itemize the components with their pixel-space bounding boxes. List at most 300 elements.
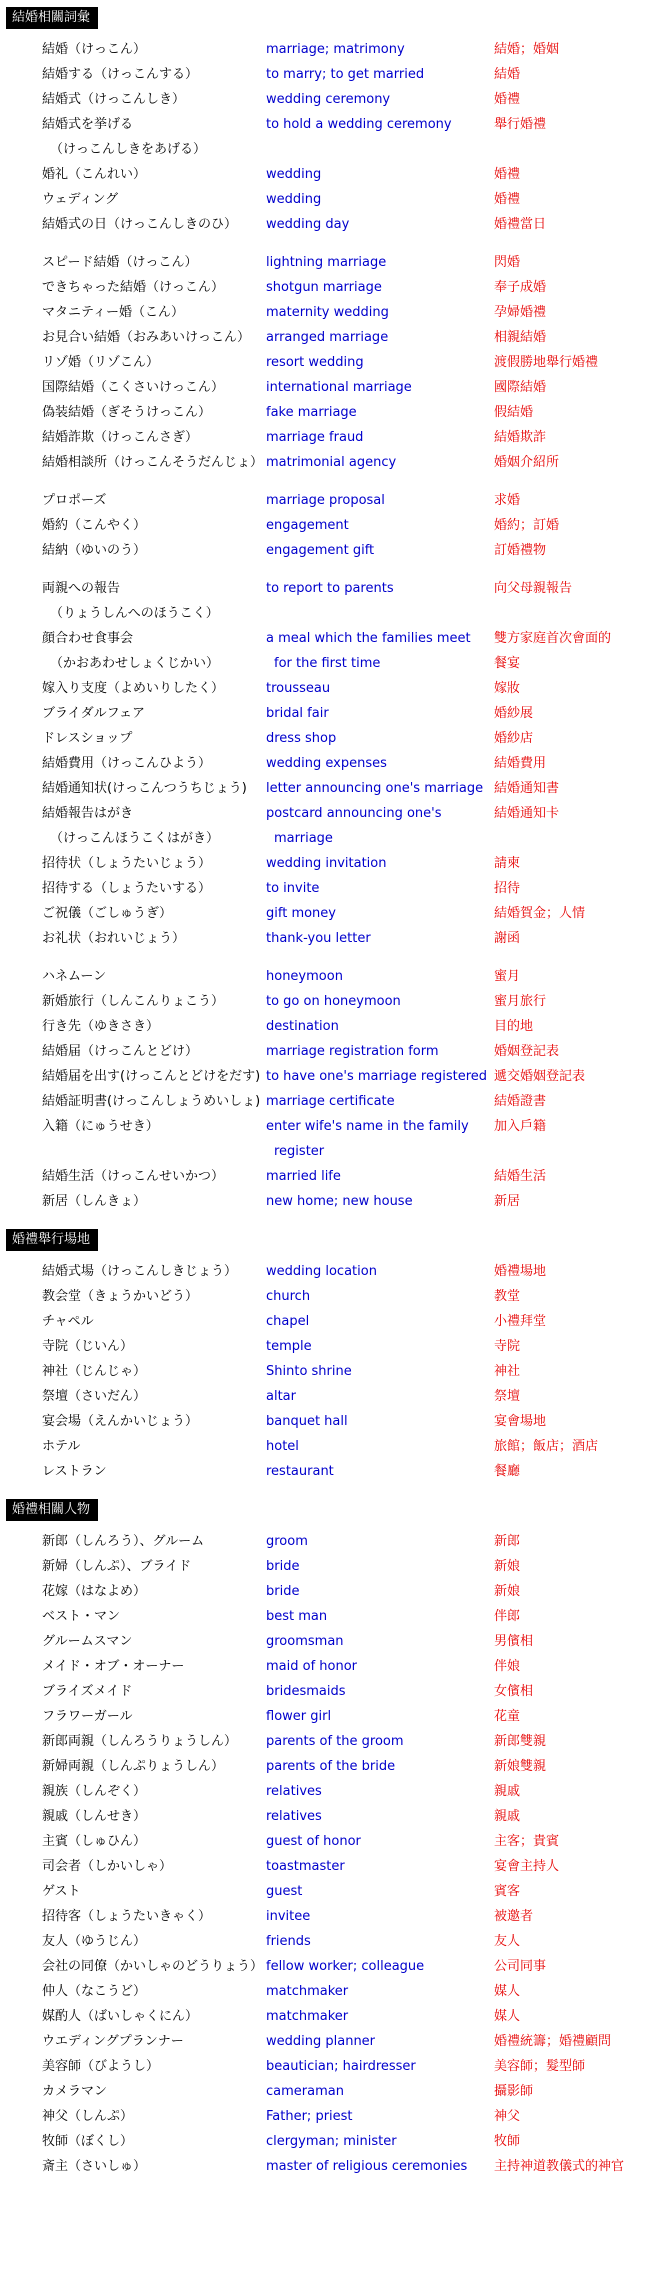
term-row xyxy=(0,162,650,187)
term-row xyxy=(0,776,650,801)
english-translation: to invite xyxy=(266,881,320,896)
japanese-term: 結婚式場（けっこんしきじょう） xyxy=(42,1264,238,1279)
japanese-term: ご祝儀（ごしゅうぎ） xyxy=(42,906,173,921)
english-translation: shotgun marriage xyxy=(266,280,382,295)
chinese-translation: 加入戶籍 xyxy=(494,1119,547,1134)
japanese-term: ベスト・マン xyxy=(42,1609,121,1624)
term-row xyxy=(0,1139,650,1164)
chinese-translation: 孕婦婚禮 xyxy=(494,305,547,320)
english-translation: marriage registration form xyxy=(266,1044,439,1059)
chinese-translation: 國際結婚 xyxy=(494,380,547,395)
chinese-translation: 目的地 xyxy=(494,1019,534,1034)
japanese-term: 新婦両親（しんぷりょうしん） xyxy=(42,1759,225,1774)
term-row xyxy=(0,538,650,563)
english-translation: relatives xyxy=(266,1784,322,1799)
term-row xyxy=(0,1434,650,1459)
english-translation: wedding xyxy=(266,192,322,207)
english-translation: guest of honor xyxy=(266,1834,361,1849)
japanese-term: 結婚詐欺（けっこんさぎ） xyxy=(42,430,199,445)
term-group xyxy=(0,576,650,951)
english-translation: temple xyxy=(266,1339,312,1354)
english-translation: guest xyxy=(266,1884,303,1899)
chinese-translation: 閃婚 xyxy=(494,255,521,270)
chinese-translation: 宴會主持人 xyxy=(494,1859,560,1874)
term-row xyxy=(0,1014,650,1039)
chinese-translation: 求婚 xyxy=(494,493,521,508)
english-translation: wedding invitation xyxy=(266,856,387,871)
chinese-translation: 寺院 xyxy=(494,1339,521,1354)
english-translation: to hold a wedding ceremony xyxy=(266,117,452,132)
term-row xyxy=(0,1954,650,1979)
japanese-term: （けっこんほうこくはがき） xyxy=(50,831,220,846)
japanese-term: ウエディングプランナー xyxy=(42,2034,184,2049)
japanese-term: 神社（じんじゃ） xyxy=(42,1364,147,1379)
english-translation: toastmaster xyxy=(266,1859,345,1874)
term-row xyxy=(0,1579,650,1604)
sections-container xyxy=(0,6,650,2179)
english-translation: a meal which the families meet xyxy=(266,631,471,646)
term-row xyxy=(0,1259,650,1284)
japanese-term: 招待する（しょうたいする） xyxy=(42,881,212,896)
english-translation: to have one's marriage registered xyxy=(266,1069,488,1084)
japanese-term: 招待状（しょうたいじょう） xyxy=(42,856,212,871)
japanese-term: 婚礼（こんれい） xyxy=(42,167,147,182)
english-translation: letter announcing one's marriage xyxy=(266,781,484,796)
term-row xyxy=(0,726,650,751)
japanese-term: 婚約（こんやく） xyxy=(42,518,147,533)
english-translation: matchmaker xyxy=(266,1984,349,1999)
chinese-translation: 訂婚禮物 xyxy=(494,543,547,558)
term-group xyxy=(0,1259,650,1484)
japanese-term: ブライダルフェア xyxy=(42,706,145,721)
english-translation: invitee xyxy=(266,1909,311,1924)
chinese-translation: 餐廳 xyxy=(494,1464,521,1479)
term-row xyxy=(0,1334,650,1359)
english-translation: new home; new house xyxy=(266,1194,413,1209)
japanese-term: お礼状（おれいじょう） xyxy=(42,931,186,946)
term-row xyxy=(0,1829,650,1854)
term-row xyxy=(0,187,650,212)
english-translation: to report to parents xyxy=(266,581,394,596)
english-translation: bridesmaids xyxy=(266,1684,346,1699)
english-translation: flower girl xyxy=(266,1709,332,1724)
japanese-term: 結婚式を挙げる xyxy=(42,117,134,132)
chinese-translation: 遞交婚姻登記表 xyxy=(494,1069,586,1084)
japanese-term: 新婦（しんぷ）、ブライド xyxy=(42,1559,192,1574)
chinese-translation: 結婚通知書 xyxy=(494,781,560,796)
term-row xyxy=(0,1904,650,1929)
english-translation: cameraman xyxy=(266,2084,344,2099)
chinese-translation: 攝影師 xyxy=(494,2084,534,2099)
term-row xyxy=(0,2004,650,2029)
term-row xyxy=(0,1359,650,1384)
term-row xyxy=(0,801,650,826)
japanese-term: 親戚（しんせき） xyxy=(42,1809,147,1824)
chinese-translation: 假結婚 xyxy=(494,405,534,420)
english-translation: married life xyxy=(266,1169,341,1184)
term-row xyxy=(0,1459,650,1484)
chinese-translation: 親戚 xyxy=(494,1784,521,1799)
english-translation: arranged marriage xyxy=(266,330,389,345)
japanese-term: リゾ婚（リゾこん） xyxy=(42,355,160,370)
english-translation: relatives xyxy=(266,1809,322,1824)
english-translation: wedding ceremony xyxy=(266,92,391,107)
chinese-translation: 伴娘 xyxy=(494,1659,521,1674)
japanese-term: 司会者（しかいしゃ） xyxy=(42,1859,173,1874)
term-row xyxy=(0,876,650,901)
japanese-term: スピード結婚（けっこん） xyxy=(42,255,198,270)
term-row xyxy=(0,601,650,626)
term-row xyxy=(0,1704,650,1729)
english-translation: marriage xyxy=(274,831,333,846)
english-translation xyxy=(266,601,494,626)
chinese-translation: 婚姻介紹所 xyxy=(494,455,560,470)
english-translation: parents of the groom xyxy=(266,1734,404,1749)
english-translation: maternity wedding xyxy=(266,305,389,320)
chinese-translation: 婚禮場地 xyxy=(494,1264,547,1279)
chinese-translation: 奉子成婚 xyxy=(494,280,547,295)
english-translation: international marriage xyxy=(266,380,412,395)
japanese-term: 結婚費用（けっこんひよう） xyxy=(42,756,212,771)
term-row xyxy=(0,1164,650,1189)
japanese-term: 会社の同僚（かいしゃのどうりょう） xyxy=(42,1959,264,1974)
chinese-translation: 主客；貴賓 xyxy=(494,1834,560,1849)
japanese-term: 友人（ゆうじん） xyxy=(42,1934,147,1949)
japanese-term: 結婚式の日（けっこんしきのひ） xyxy=(42,217,238,232)
term-row xyxy=(0,901,650,926)
term-row xyxy=(0,513,650,538)
english-translation: thank-you letter xyxy=(266,931,371,946)
chinese-translation: 公司同事 xyxy=(494,1959,547,1974)
japanese-term: 結婚報告はがき xyxy=(42,806,134,821)
chinese-translation: 結婚 xyxy=(494,67,521,82)
english-translation: fellow worker; colleague xyxy=(266,1959,425,1974)
japanese-term: 親族（しんぞく） xyxy=(42,1784,147,1799)
chinese-translation: 婚禮 xyxy=(494,192,521,207)
chinese-translation: 結婚欺詐 xyxy=(494,430,547,445)
english-translation: to marry; to get married xyxy=(266,67,425,82)
english-translation: wedding xyxy=(266,167,322,182)
chinese-translation xyxy=(494,826,644,851)
english-translation: to go on honeymoon xyxy=(266,994,401,1009)
chinese-translation: 婚禮 xyxy=(494,167,521,182)
chinese-translation: 婚禮統籌；婚禮顧問 xyxy=(494,2034,612,2049)
term-row xyxy=(0,926,650,951)
english-translation: groomsman xyxy=(266,1634,344,1649)
chinese-translation: 婚紗店 xyxy=(494,731,534,746)
japanese-term: ハネムーン xyxy=(42,969,107,984)
english-translation: best man xyxy=(266,1609,328,1624)
chinese-translation: 謝函 xyxy=(494,931,521,946)
term-row xyxy=(0,751,650,776)
term-row xyxy=(0,1529,650,1554)
english-translation: register xyxy=(274,1144,325,1159)
term-row xyxy=(0,1384,650,1409)
english-translation: groom xyxy=(266,1534,308,1549)
english-translation: wedding planner xyxy=(266,2034,376,2049)
term-row xyxy=(0,1189,650,1214)
chinese-translation: 祭壇 xyxy=(494,1389,521,1404)
term-row xyxy=(0,576,650,601)
term-row xyxy=(0,375,650,400)
term-group xyxy=(0,37,650,237)
section xyxy=(0,1498,650,2179)
term-row xyxy=(0,488,650,513)
chinese-translation: 婚約；訂婚 xyxy=(494,518,560,533)
japanese-term: （けっこんしきをあげる） xyxy=(50,142,207,157)
chinese-translation: 男儐相 xyxy=(494,1634,534,1649)
japanese-term: 寺院（じいん） xyxy=(42,1339,134,1354)
term-row xyxy=(0,2054,650,2079)
english-translation: wedding expenses xyxy=(266,756,387,771)
chinese-translation: 新娘雙親 xyxy=(494,1759,547,1774)
english-translation: engagement gift xyxy=(266,543,375,558)
chinese-translation: 請柬 xyxy=(494,856,521,871)
japanese-term: 嫁入り支度（よめいりしたく） xyxy=(42,681,225,696)
japanese-term: 結婚生活（けっこんせいかつ） xyxy=(42,1169,225,1184)
japanese-term: ブライズメイド xyxy=(42,1684,133,1699)
japanese-term: （かおあわせしょくじかい） xyxy=(50,656,220,671)
japanese-term: プロポーズ xyxy=(42,493,107,508)
chinese-translation: 婚禮當日 xyxy=(494,217,547,232)
japanese-term: ゲスト xyxy=(42,1884,81,1899)
term-row xyxy=(0,2129,650,2154)
chinese-translation: 主持神道教儀式的神官 xyxy=(494,2159,625,2174)
term-row xyxy=(0,1284,650,1309)
english-translation: maid of honor xyxy=(266,1659,358,1674)
chinese-translation: 舉行婚禮 xyxy=(494,117,547,132)
chinese-translation: 婚紗展 xyxy=(494,706,534,721)
term-row xyxy=(0,400,650,425)
chinese-translation: 宴會場地 xyxy=(494,1414,547,1429)
english-translation: engagement xyxy=(266,518,349,533)
japanese-term: 結婚式（けっこんしき） xyxy=(42,92,186,107)
term-row xyxy=(0,1654,650,1679)
english-translation: hotel xyxy=(266,1439,299,1454)
english-translation: lightning marriage xyxy=(266,255,387,270)
chinese-translation: 蜜月旅行 xyxy=(494,994,547,1009)
japanese-term: 祭壇（さいだん） xyxy=(42,1389,147,1404)
term-row xyxy=(0,2154,650,2179)
term-row xyxy=(0,1114,650,1139)
section-title: 結婚相關詞彙 xyxy=(6,7,98,29)
chinese-translation: 媒人 xyxy=(494,2009,521,2024)
term-group xyxy=(0,488,650,563)
english-translation: parents of the bride xyxy=(266,1759,396,1774)
japanese-term: 国際結婚（こくさいけっこん） xyxy=(42,380,225,395)
term-row xyxy=(0,1629,650,1654)
term-row xyxy=(0,1679,650,1704)
chinese-translation: 結婚賀金；人情 xyxy=(494,906,586,921)
japanese-term: 両親への報告 xyxy=(42,581,121,596)
english-translation: restaurant xyxy=(266,1464,334,1479)
english-translation: destination xyxy=(266,1019,339,1034)
japanese-term: マタニティー婚（こん） xyxy=(42,305,184,320)
chinese-translation: 雙方家庭首次會面的 xyxy=(494,631,612,646)
japanese-term: お見合い結婚（おみあいけっこん） xyxy=(42,330,251,345)
japanese-term: カメラマン xyxy=(42,2084,108,2099)
chinese-translation: 招待 xyxy=(494,881,521,896)
term-row xyxy=(0,1929,650,1954)
term-row xyxy=(0,1804,650,1829)
japanese-term: メイド・オブ・オーナー xyxy=(42,1659,185,1674)
japanese-term: 媒酌人（ばいしゃくにん） xyxy=(42,2009,199,2024)
japanese-term: 偽装結婚（ぎそうけっこん） xyxy=(42,405,212,420)
term-row xyxy=(0,1604,650,1629)
section-title: 婚禮舉行場地 xyxy=(6,1229,98,1251)
japanese-term: 結納（ゆいのう） xyxy=(42,543,147,558)
term-row xyxy=(0,1089,650,1114)
term-row xyxy=(0,1554,650,1579)
english-translation: matchmaker xyxy=(266,2009,349,2024)
chinese-translation: 嫁妝 xyxy=(494,681,521,696)
chinese-translation: 新娘 xyxy=(494,1559,521,1574)
term-row xyxy=(0,2079,650,2104)
english-translation: wedding day xyxy=(266,217,350,232)
japanese-term: できちゃった結婚（けっこん） xyxy=(42,280,225,295)
chinese-translation: 伴郎 xyxy=(494,1609,521,1624)
term-group xyxy=(0,1529,650,2179)
english-translation: for the first time xyxy=(274,656,381,671)
japanese-term: ウェディング xyxy=(42,192,119,207)
english-translation: enter wife's name in the family xyxy=(266,1119,469,1134)
japanese-term: 入籍（にゅうせき） xyxy=(42,1119,159,1134)
term-row xyxy=(0,1854,650,1879)
term-row xyxy=(0,651,650,676)
chinese-translation: 新郎 xyxy=(494,1534,521,1549)
japanese-term: 美容師（びようし） xyxy=(42,2059,160,2074)
chinese-translation: 小禮拜堂 xyxy=(494,1314,547,1329)
japanese-term: 結婚通知状(けっこんつうちじょう) xyxy=(42,781,247,796)
term-row xyxy=(0,1779,650,1804)
term-row xyxy=(0,87,650,112)
japanese-term: 教会堂（きょうかいどう） xyxy=(42,1289,199,1304)
japanese-term: ドレスショップ xyxy=(42,731,133,746)
term-row xyxy=(0,250,650,275)
english-translation: resort wedding xyxy=(266,355,364,370)
chinese-translation: 旅館；飯店；酒店 xyxy=(494,1439,599,1454)
chinese-translation: 結婚；婚姻 xyxy=(494,42,560,57)
english-translation: fake marriage xyxy=(266,405,357,420)
chinese-translation: 餐宴 xyxy=(494,656,521,671)
term-row xyxy=(0,2104,650,2129)
japanese-term xyxy=(0,1139,266,1164)
japanese-term: 仲人（なこうど） xyxy=(42,1984,147,1999)
term-group xyxy=(0,250,650,475)
japanese-term: 花嫁（はなよめ） xyxy=(42,1584,147,1599)
japanese-term: 主賓（しゅひん） xyxy=(42,1834,147,1849)
section-title: 婚禮相關人物 xyxy=(6,1499,98,1521)
term-row xyxy=(0,350,650,375)
japanese-term: 神父（しんぷ） xyxy=(42,2109,134,2124)
chinese-translation: 相親結婚 xyxy=(494,330,547,345)
english-translation: church xyxy=(266,1289,311,1304)
english-translation: marriage; matrimony xyxy=(266,42,405,57)
term-row xyxy=(0,62,650,87)
japanese-term: 新婚旅行（しんこんりょこう） xyxy=(42,994,225,1009)
term-row xyxy=(0,300,650,325)
chinese-translation: 結婚費用 xyxy=(494,756,547,771)
term-row xyxy=(0,1039,650,1064)
term-row xyxy=(0,1979,650,2004)
english-translation: clergyman; minister xyxy=(266,2134,397,2149)
japanese-term: 招待客（しょうたいきゃく） xyxy=(42,1909,212,1924)
japanese-term: ホテル xyxy=(42,1439,81,1454)
chinese-translation: 賓客 xyxy=(494,1884,521,1899)
term-row xyxy=(0,826,650,851)
english-translation: matrimonial agency xyxy=(266,455,397,470)
english-translation: Father; priest xyxy=(266,2109,353,2124)
term-row xyxy=(0,1754,650,1779)
chinese-translation: 蜜月 xyxy=(494,969,521,984)
chinese-translation: 結婚通知卡 xyxy=(494,806,560,821)
english-translation: Shinto shrine xyxy=(266,1364,352,1379)
chinese-translation: 友人 xyxy=(494,1934,521,1949)
chinese-translation: 婚姻登記表 xyxy=(494,1044,560,1059)
term-row xyxy=(0,275,650,300)
chinese-translation: 新娘 xyxy=(494,1584,521,1599)
term-row xyxy=(0,1729,650,1754)
japanese-term: 行き先（ゆきさき） xyxy=(42,1019,160,1034)
term-row xyxy=(0,676,650,701)
japanese-term: チャペル xyxy=(42,1314,94,1329)
term-row xyxy=(0,325,650,350)
chinese-translation: 結婚證書 xyxy=(494,1094,547,1109)
english-translation: banquet hall xyxy=(266,1414,348,1429)
japanese-term: 斎主（さいしゅ） xyxy=(42,2159,147,2174)
term-row xyxy=(0,137,650,162)
japanese-term: 宴会場（えんかいじょう） xyxy=(42,1414,199,1429)
term-row xyxy=(0,37,650,62)
english-translation: marriage proposal xyxy=(266,493,385,508)
chinese-translation xyxy=(494,1139,644,1164)
japanese-term: 牧師（ぼくし） xyxy=(42,2134,134,2149)
chinese-translation: 向父母親報告 xyxy=(494,581,573,596)
term-row xyxy=(0,964,650,989)
chinese-translation: 女儐相 xyxy=(494,1684,534,1699)
japanese-term: グルームスマン xyxy=(42,1634,133,1649)
chinese-translation: 神父 xyxy=(494,2109,521,2124)
term-row xyxy=(0,212,650,237)
english-translation: friends xyxy=(266,1934,311,1949)
japanese-term: 新郎（しんろう）、グルーム xyxy=(42,1534,205,1549)
japanese-term: 結婚証明書(けっこんしょうめいしょ) xyxy=(42,1094,261,1109)
english-translation: beautician; hairdresser xyxy=(266,2059,416,2074)
english-translation: marriage fraud xyxy=(266,430,364,445)
english-translation: postcard announcing one's xyxy=(266,806,442,821)
japanese-term: 結婚届を出す(けっこんとどけをだす) xyxy=(42,1069,261,1084)
chinese-translation xyxy=(494,601,644,626)
english-translation xyxy=(266,137,494,162)
english-translation: marriage certificate xyxy=(266,1094,395,1109)
term-row xyxy=(0,701,650,726)
japanese-term: 新居（しんきょ） xyxy=(42,1194,147,1209)
term-row xyxy=(0,989,650,1014)
english-translation: chapel xyxy=(266,1314,310,1329)
chinese-translation: 花童 xyxy=(494,1709,521,1724)
term-row xyxy=(0,1309,650,1334)
chinese-translation: 新郎雙親 xyxy=(494,1734,547,1749)
term-row xyxy=(0,112,650,137)
japanese-term: （りょうしんへのほうこく） xyxy=(50,606,219,621)
chinese-translation: 親戚 xyxy=(494,1809,521,1824)
term-row xyxy=(0,1879,650,1904)
english-translation: honeymoon xyxy=(266,969,343,984)
english-translation: master of religious ceremonies xyxy=(266,2159,468,2174)
term-row xyxy=(0,450,650,475)
japanese-term: 結婚する（けっこんする） xyxy=(42,67,199,82)
english-translation: altar xyxy=(266,1389,296,1404)
